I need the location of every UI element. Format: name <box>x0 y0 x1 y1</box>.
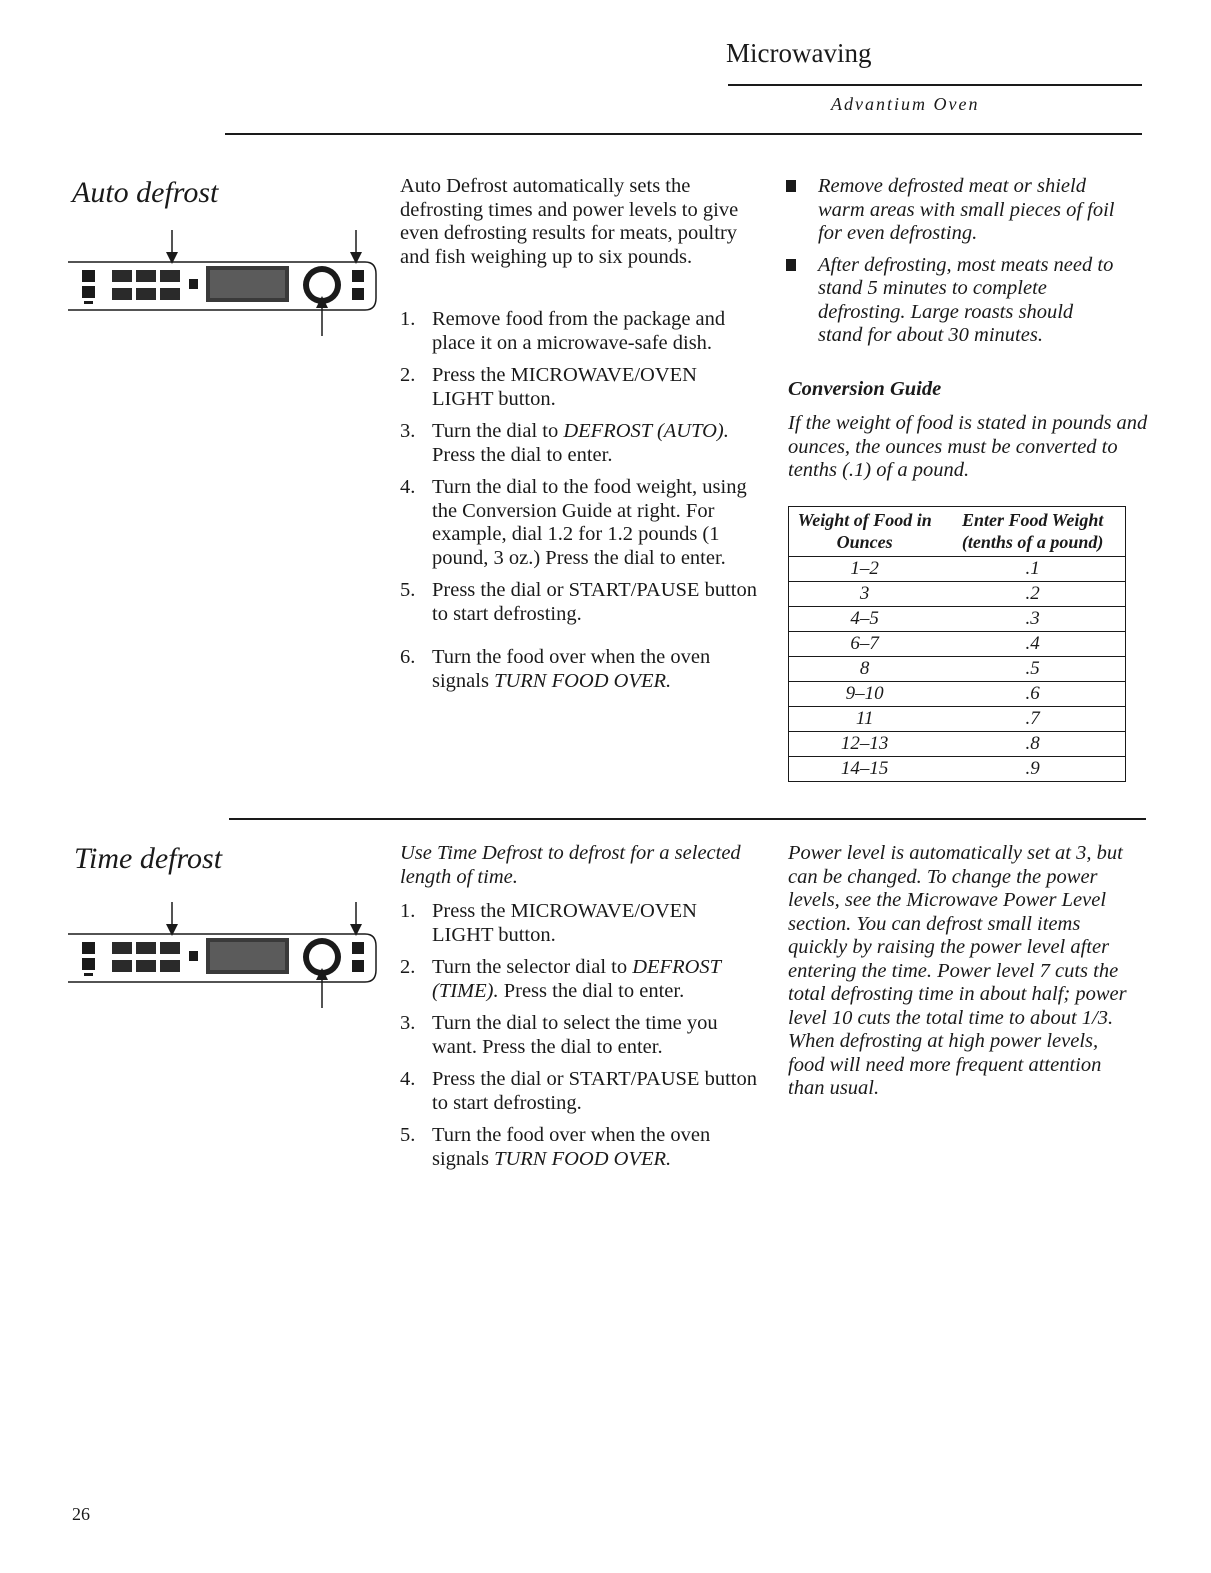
page-number: 26 <box>72 1504 90 1524</box>
auto-defrost-intro: Auto Defrost automatically sets the defrosting times and power levels to give even defrosting results for meats, poultry and fish weighing up to six pounds. <box>400 175 739 268</box>
list-item: 4. Press the dial or START/PAUSE button to start defrosting. <box>400 1068 757 1114</box>
list-item: 5. Press the dial or START/PAUSE button to start defrosting. <box>400 579 757 625</box>
control-panel-diagram-auto <box>60 226 390 338</box>
section-divider-top <box>225 133 1142 135</box>
list-item: 2. Press the MICROWAVE/OVEN LIGHT button. <box>400 364 697 410</box>
arrow-down-icon <box>350 902 362 936</box>
list-item: 1. Remove food from the package and place it on a microwave-safe dish. <box>400 308 726 354</box>
table-row: 6–7 .4 <box>789 632 1126 657</box>
table-row: 4–5 .3 <box>789 607 1126 632</box>
arrow-down-icon <box>350 230 362 264</box>
table-row: 11 .7 <box>789 707 1126 732</box>
bullet-icon <box>786 180 796 192</box>
list-item: 5. Turn the food over when the oven signals TURN FOOD OVER. <box>400 1124 711 1170</box>
list-item: After defrosting, most meats need to stand 5 minutes to complete defrosting. Large roasts should stand for about 30 minutes. <box>786 254 1116 348</box>
table-row: 14–15 .9 <box>789 757 1126 782</box>
arrow-down-icon <box>166 902 178 936</box>
table-row: 1–2 .1 <box>789 557 1126 582</box>
time-defrost-title: Time defrost <box>74 842 223 875</box>
time-defrost-intro: Use Time Defrost to defrost for a selected length of time. <box>400 842 741 888</box>
list-item: 3. Turn the dial to DEFROST (AUTO). Press the dial to enter. <box>400 420 729 466</box>
header-rule <box>728 84 1142 86</box>
table-row: 12–13 .8 <box>789 732 1126 757</box>
table-row: 8 .5 <box>789 657 1126 682</box>
time-defrost-note: Power level is automatically set at 3, but can be changed. To change the power levels, see the Microwave Power Level section. You can defrost small items quickly by raising the power level after entering the time. Power level 7 cuts the total defrosting time in about half; power level 10 cuts the total time to about 1/3. When defrosting at high power levels, food will need more frequent attention than usual. <box>788 842 1127 1099</box>
list-item: 3. Turn the dial to select the time you want. Press the dial to enter. <box>400 1012 718 1058</box>
list-item: Remove defrosted meat or shield warm areas with small pieces of foil for even defrosting. <box>786 175 1116 246</box>
bullet-icon <box>786 259 796 271</box>
list-item: 1. Press the MICROWAVE/OVEN LIGHT button. <box>400 900 697 946</box>
auto-defrost-title: Auto defrost <box>72 176 219 209</box>
table-header: Weight of Food in Ounces <box>789 507 941 557</box>
auto-defrost-tips <box>786 175 1116 356</box>
control-panel-diagram-time <box>60 898 390 1010</box>
conversion-guide-title: Conversion Guide <box>788 378 942 400</box>
arrow-down-icon <box>166 230 178 264</box>
list-item: 2. Turn the selector dial to DEFROST (TIME). Press the dial to enter. <box>400 956 721 1002</box>
header-subtitle: Advantium Oven <box>831 94 980 114</box>
list-item: 6. Turn the food over when the oven signals TURN FOOD OVER. <box>400 646 711 692</box>
list-item: 4. Turn the dial to the food weight, using the Conversion Guide at right. For example, dial 1.2 for 1.2 pounds (1 pound, 3 oz.) Press the dial to enter. <box>400 476 747 569</box>
conversion-guide-text: If the weight of food is stated in pounds and ounces, the ounces must be converted to tenths (.1) of a pound. <box>788 412 1148 481</box>
table-row: 3 .2 <box>789 582 1126 607</box>
time-defrost-steps <box>400 900 760 1180</box>
conversion-table <box>788 506 1126 782</box>
header-title: Microwaving <box>726 38 872 68</box>
table-row: 9–10 .6 <box>789 682 1126 707</box>
section-divider-middle <box>229 818 1146 820</box>
table-header: Enter Food Weight (tenths of a pound) <box>940 507 1125 557</box>
auto-defrost-steps <box>400 308 760 702</box>
